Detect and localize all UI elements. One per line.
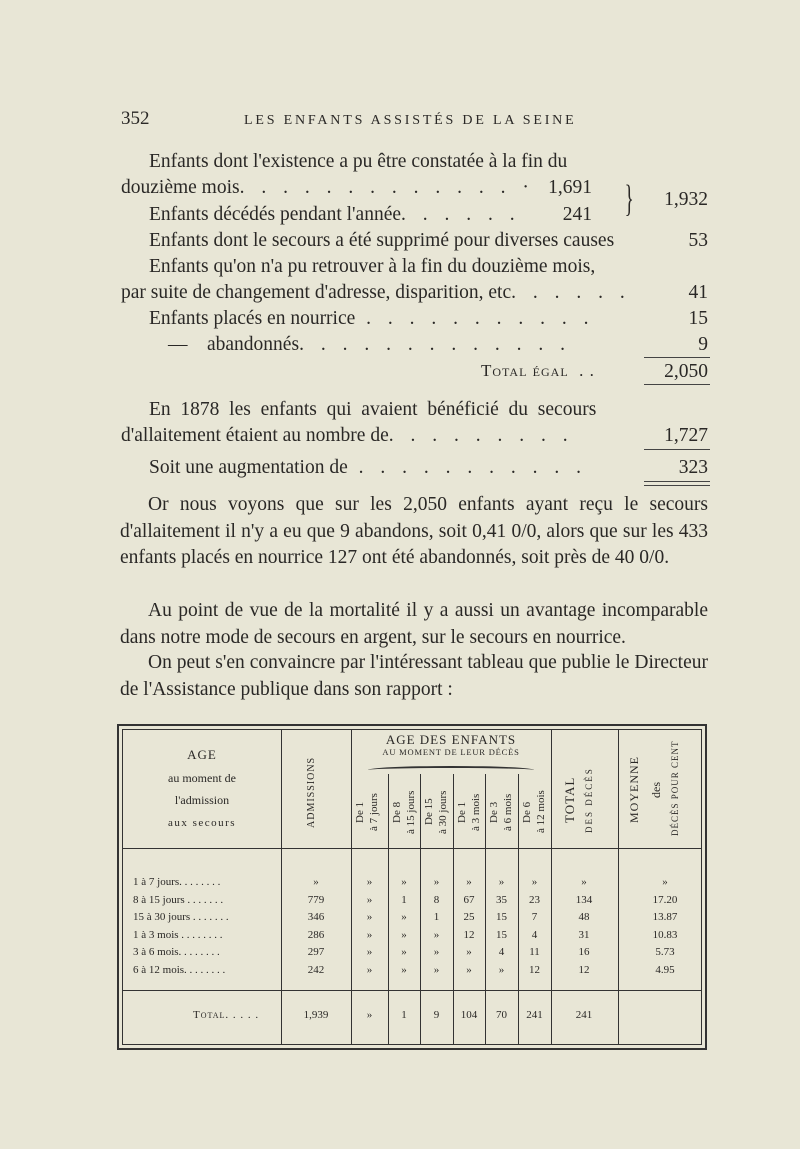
row-label: 1 à 7 jours. . . . . . . . bbox=[133, 876, 221, 888]
death-count-cell: 241 bbox=[526, 1009, 543, 1021]
row-label: 8 à 15 jours . . . . . . . bbox=[133, 893, 224, 906]
death-count-cell: 7 bbox=[531, 911, 538, 923]
comparison-value-2: 1,727 bbox=[664, 425, 708, 446]
age-sub-1: au moment de bbox=[168, 771, 236, 785]
death-count-cell: 4 bbox=[531, 928, 538, 941]
mortality-rate-cell: 4.95 bbox=[655, 963, 675, 976]
death-age-header-6-2: à 12 mois bbox=[535, 790, 547, 834]
death-count-cell: » bbox=[433, 876, 440, 888]
death-count-cell: » bbox=[401, 928, 407, 941]
difference-rule bbox=[644, 449, 710, 450]
mortality-rate-cell: 5.73 bbox=[655, 946, 675, 958]
total-value: 2,050 bbox=[664, 361, 708, 382]
mortality-table bbox=[117, 724, 707, 1050]
death-count-cell: » bbox=[366, 893, 373, 906]
age-header: AGE bbox=[187, 747, 217, 762]
death-count-cell: 12 bbox=[529, 963, 540, 976]
comparison-value-3: 323 bbox=[678, 457, 708, 478]
age-sub-2: l'admission bbox=[174, 793, 230, 807]
moyenne-header-sub: DÉCÈS POUR CENT bbox=[670, 740, 680, 836]
death-count-cell: » bbox=[366, 946, 373, 958]
stats-value-8: 9 bbox=[698, 334, 708, 355]
death-count-cell: » bbox=[401, 876, 407, 888]
admissions-cell: 242 bbox=[307, 963, 325, 976]
mortality-rate-cell: 17.20 bbox=[652, 893, 678, 906]
row-label: 6 à 12 mois. . . . . . . . bbox=[133, 963, 226, 976]
row-label: 1 à 3 mois . . . . . . . . bbox=[133, 928, 223, 941]
death-age-header-4-1: De 1 bbox=[456, 801, 468, 823]
stats-line-1: Enfants dont l'existence a pu être constatée à la fin du bbox=[149, 151, 568, 172]
mortality-rate-cell: 13.87 bbox=[652, 911, 678, 923]
admissions-cell: 297 bbox=[307, 946, 325, 958]
death-count-cell: 9 bbox=[433, 1009, 440, 1021]
mortality-rate-cell: 10.83 bbox=[652, 928, 678, 941]
stats-line-6: par suite de changement d'adresse, disparition, etc. . . . . . bbox=[121, 282, 631, 303]
brace-symbol: } bbox=[624, 178, 634, 220]
brace-line bbox=[368, 766, 534, 774]
total-row-label: Total. . . . . bbox=[193, 1009, 260, 1021]
death-age-header-1-1: De 1 bbox=[354, 801, 366, 823]
stats-line-2: douzième mois. . . . . . . . . . . . . · bbox=[121, 177, 535, 198]
row-label: 3 à 6 mois. . . . . . . . bbox=[133, 946, 220, 958]
death-count-cell: » bbox=[531, 876, 538, 888]
stats-value-4: 53 bbox=[688, 230, 708, 251]
death-age-header-5-2: à 6 mois bbox=[502, 793, 514, 831]
age-sub-3: aux secours bbox=[167, 817, 237, 829]
row-label: 15 à 30 jours . . . . . . . bbox=[133, 911, 229, 923]
brace-total: 1,932 bbox=[664, 189, 708, 210]
admissions-cell: 346 bbox=[307, 911, 325, 923]
death-count-cell: » bbox=[498, 876, 505, 888]
total-header: TOTAL bbox=[562, 776, 577, 824]
total-deaths-cell: 241 bbox=[575, 1009, 593, 1021]
admissions-cell: 1,939 bbox=[303, 1009, 329, 1021]
stats-value-7: 15 bbox=[688, 308, 708, 329]
stats-line-8: — abandonnés. . . . . . . . . . . . . bbox=[168, 334, 571, 355]
admissions-cell: 779 bbox=[307, 893, 325, 906]
death-count-cell: » bbox=[433, 946, 440, 958]
death-count-cell: » bbox=[401, 946, 407, 958]
admissions-cell: » bbox=[313, 876, 319, 888]
death-count-cell: » bbox=[433, 963, 440, 976]
death-count-cell: 12 bbox=[463, 928, 475, 941]
death-count-cell: » bbox=[366, 1009, 373, 1021]
admissions-cell: 286 bbox=[307, 928, 325, 941]
running-header: LES ENFANTS ASSISTÉS DE LA SEINE bbox=[244, 113, 577, 128]
total-deaths-cell: 12 bbox=[578, 963, 590, 976]
death-age-header-3-2: à 30 jours bbox=[437, 790, 449, 834]
paragraph-3: On peut s'en convaincre par l'intéressant tableau que publie le Directeur de l'Assistance publique dans son rapport : bbox=[120, 652, 708, 700]
death-count-cell: » bbox=[466, 876, 472, 888]
total-header-sub: DES DÉCÈS bbox=[584, 767, 594, 833]
death-count-cell: 11 bbox=[529, 946, 540, 958]
death-age-header-1-2: à 7 jours bbox=[368, 793, 380, 831]
paragraph-2: Au point de vue de la mortalité il y a aussi un avantage incomparable dans notre mode de secours en argent, sur le secours en nourrice. bbox=[120, 600, 708, 648]
death-count-cell: 15 bbox=[496, 911, 507, 923]
death-count-cell: 15 bbox=[496, 928, 507, 941]
stats-value-2: 1,691 bbox=[548, 177, 592, 198]
death-count-cell: » bbox=[466, 963, 472, 976]
total-rule bbox=[644, 384, 710, 385]
mortality-rate-cell: » bbox=[662, 876, 668, 888]
death-count-cell: 67 bbox=[463, 893, 475, 906]
comparison-line-3: Soit une augmentation de . . . . . . . . . . . bbox=[149, 457, 588, 478]
death-count-cell: » bbox=[401, 911, 407, 923]
death-count-cell: 25 bbox=[463, 911, 475, 923]
result-rule-2 bbox=[644, 485, 710, 486]
death-age-header-2-1: De 8 bbox=[391, 801, 403, 823]
admissions-header: ADMISSIONS bbox=[306, 756, 317, 828]
total-deaths-cell: 16 bbox=[578, 946, 590, 958]
death-count-cell: 1 bbox=[401, 893, 407, 906]
age-enfants-header: AGE DES ENFANTS bbox=[385, 732, 517, 747]
death-count-cell: 23 bbox=[529, 893, 540, 906]
paragraph-1: Or nous voyons que sur les 2,050 enfants ayant reçu le secours d'allaitement il n'y a eu que 9 abandons, soit 0,41 0/0, alors que sur les 433 enfants placés en nourrice 127 ont été abandonnés, soit près de 40 0/0. bbox=[120, 494, 708, 568]
comparison-line-1: En 1878 les enfants qui avaient bénéficié du secours bbox=[149, 399, 597, 420]
moyenne-header: MOYENNE bbox=[627, 756, 641, 824]
death-count-cell: » bbox=[466, 946, 472, 958]
total-deaths-cell: 48 bbox=[578, 911, 590, 923]
sum-rule bbox=[644, 357, 710, 358]
death-count-cell: » bbox=[366, 876, 373, 888]
stats-line-7: Enfants placés en nourrice . . . . . . . . . . . bbox=[149, 308, 595, 329]
death-count-cell: » bbox=[401, 963, 407, 976]
death-count-cell: » bbox=[366, 911, 373, 923]
death-count-cell: 35 bbox=[496, 893, 507, 906]
stats-value-3: 241 bbox=[562, 204, 592, 225]
comparison-line-2: d'allaitement étaient au nombre de. . . . . . . . . bbox=[121, 425, 574, 446]
result-rule-1 bbox=[644, 481, 710, 482]
death-count-cell: 70 bbox=[496, 1009, 507, 1021]
stats-line-3: Enfants décédés pendant l'année. . . . . . bbox=[149, 204, 521, 225]
death-count-cell: 4 bbox=[498, 946, 505, 958]
stats-line-5: Enfants qu'on n'a pu retrouver à la fin du douzième mois, bbox=[149, 256, 596, 277]
death-count-cell: 1 bbox=[401, 1009, 407, 1021]
death-count-cell: 1 bbox=[433, 911, 440, 923]
total-deaths-cell: 134 bbox=[575, 893, 593, 906]
moyenne-header-des: des bbox=[649, 782, 663, 798]
death-count-cell: » bbox=[498, 963, 505, 976]
death-count-cell: 8 bbox=[433, 893, 440, 906]
death-count-cell: » bbox=[366, 963, 373, 976]
death-count-cell: » bbox=[433, 928, 440, 941]
age-enfants-subheader: AU MOMENT DE LEUR DÉCÈS bbox=[382, 747, 520, 757]
death-count-cell: » bbox=[366, 928, 373, 941]
death-age-header-3-1: De 15 bbox=[423, 798, 435, 826]
stats-value-6: 41 bbox=[688, 282, 708, 303]
death-count-cell: 104 bbox=[460, 1009, 478, 1021]
total-label: Total égal . . bbox=[481, 361, 595, 380]
death-age-header-2-2: à 15 jours bbox=[405, 790, 417, 834]
stats-line-4: Enfants dont le secours a été supprimé pour diverses causes bbox=[149, 230, 615, 251]
page-number: 352 bbox=[121, 108, 150, 129]
death-age-header-5-1: De 3 bbox=[488, 801, 500, 823]
total-deaths-cell: » bbox=[581, 876, 587, 888]
death-age-header-6-1: De 6 bbox=[521, 801, 533, 823]
total-deaths-cell: 31 bbox=[578, 928, 590, 941]
death-age-header-4-2: à 3 mois bbox=[470, 793, 482, 831]
